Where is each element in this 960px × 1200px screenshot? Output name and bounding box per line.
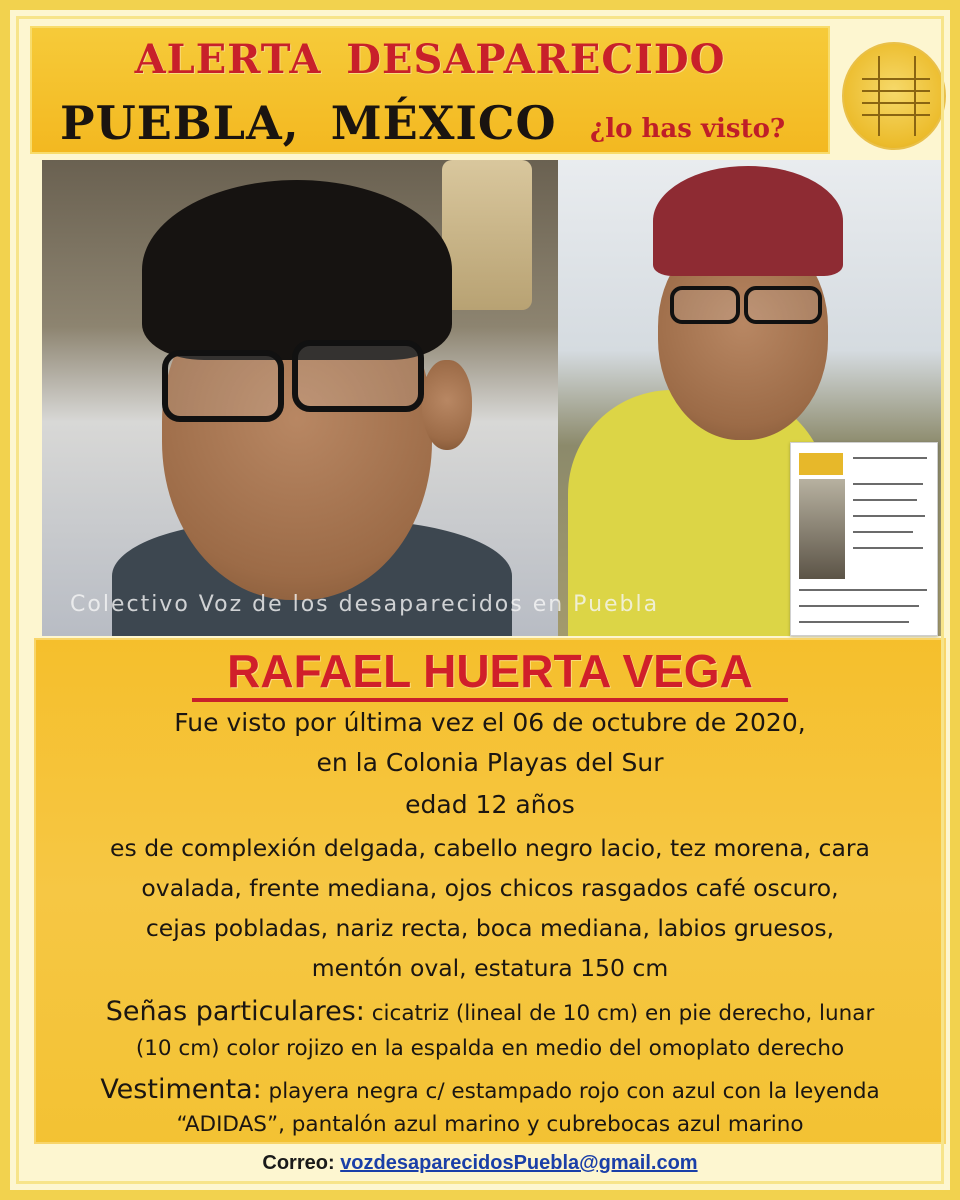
clothing-label: Vestimenta:: [100, 1074, 262, 1105]
last-seen-place: en la Colonia Playas del Sur: [316, 748, 664, 777]
distinguishing-marks: [34, 996, 946, 1027]
mini-flyer-thumbnail: [790, 442, 938, 636]
marks-text: cicatriz (lineal de 10 cm) en pie derecho, lunar: [364, 1001, 875, 1026]
description-line: cejas pobladas, nariz recta, boca mediana, labios gruesos,: [145, 914, 835, 942]
clothing-text: playera negra c/ estampado rojo con azul con la leyenda: [261, 1079, 880, 1104]
name-underline: [192, 698, 788, 702]
photo-watermark: Colectivo Voz de los desaparecidos en Puebla: [70, 592, 660, 617]
description-line: es de complexión delgada, cabello negro lacio, tez morena, cara: [110, 834, 870, 862]
alert-title: ALERTA DESAPARECIDO: [134, 36, 726, 83]
clothing-text-continued: “ADIDAS”, pantalón azul marino y cubrebocas azul marino: [176, 1112, 804, 1137]
person-name: RAFAEL HUERTA VEGA: [227, 645, 753, 697]
contact-label: Correo:: [262, 1152, 335, 1174]
description-line: ovalada, frente mediana, ojos chicos rasgados café oscuro,: [141, 874, 839, 902]
person-info-panel: [34, 638, 946, 1144]
clothing: [34, 1074, 946, 1105]
collective-logo-icon: [842, 42, 946, 150]
alert-question: ¿lo has visto?: [590, 114, 786, 144]
portrait-photo-front: [42, 160, 558, 636]
last-seen-text: Fue visto por última vez el 06 de octubre de 2020,: [174, 708, 806, 737]
description-line: mentón oval, estatura 150 cm: [311, 954, 669, 982]
contact-footer: [10, 1152, 950, 1175]
alert-location: PUEBLA, MÉXICO: [60, 96, 557, 150]
alert-header-banner: [30, 26, 830, 154]
marks-text-continued: (10 cm) color rojizo en la espalda en medio del omoplato derecho: [135, 1036, 845, 1061]
contact-email-link[interactable]: vozdesaparecidosPuebla@gmail.com: [340, 1152, 698, 1174]
person-age: edad 12 años: [405, 790, 575, 819]
marks-label: Señas particulares:: [105, 996, 365, 1027]
